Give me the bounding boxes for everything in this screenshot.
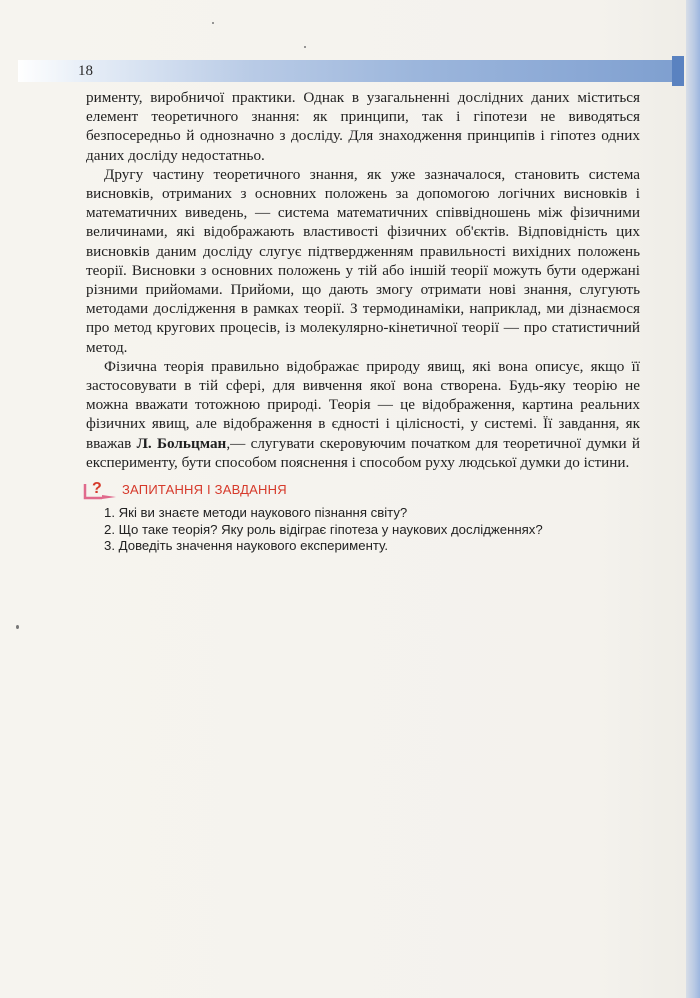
paragraph-1: рименту, виробничої практики. Однак в узагальненні дослідних даних міститься елемент теоретичного знання: як принципи, так і гіпотези не виводяться безпосередньо й однозначно з досліду. Для знаходження принципів і гіпотез одних даних досліду недостатньо. — [86, 89, 640, 164]
section-title: ЗАПИТАННЯ І ЗАВДАННЯ — [122, 482, 287, 497]
paragraph-3 — [86, 357, 640, 472]
page-number: 18 — [78, 63, 93, 79]
scan-speck — [16, 625, 19, 629]
paragraph-2: Другу частину теоретичного знання, як уже зазначалося, становить система висновків, отриманих з основних положень за допомогою логічних висновків і математичних виведень, — система математичних співвідношень між фізичними величинами, які відображають властивості фізичних об'єктів. Відповідність цих висновків даним досліду слугує підтвердженням правильності вихідних положень теорії. Висновки з основних положень у тій або іншій теорії можуть бути одержані різними прийомами. Прийоми, що дають змогу отримати нові знання, слугують методами дослідження в рамках теорії. З термодинаміки, наприклад, ми дізнаємося про метод кругових процесів, із молекулярно-кінетичної теорії — про статистичний метод. — [86, 165, 640, 356]
page-right-edge — [686, 0, 700, 998]
questions-list — [104, 505, 664, 555]
paragraph-3-text-end: ,— слугувати скеровуючим початком для теоретичної думки й експерименту, бути способом пояснення і способом руху людської думки до істини. — [86, 434, 640, 471]
main-text — [86, 88, 640, 472]
question-mark-glyph: ? — [92, 480, 102, 497]
question-item: 1. Які ви знаєте методи наукового пізнання світу? — [104, 505, 408, 520]
paragraph-3-text-start: Фізична теорія правильно відображає природу явищ, які вона описує, якщо її застосовувати в тій сфері, для вивчення якої вона створена. Будь-яку теорію не можна вважати тотожною природі. Теорія — це відображення, картина реальних фізичних явищ, але відображення в єдності і цілісності, у системі. Її завдання, як вважав — [86, 357, 640, 452]
header-band — [18, 60, 682, 82]
question-item: 2. Що таке теорія? Яку роль відіграє гіпотеза у наукових дослідженнях? — [104, 521, 543, 537]
question-mark-icon — [82, 476, 118, 502]
scan-speck — [304, 46, 306, 48]
header-accent — [672, 56, 684, 86]
scan-speck — [212, 22, 214, 24]
questions-section-header — [82, 476, 642, 502]
question-item: 3. Доведіть значення наукового експерименту. — [104, 538, 388, 553]
scientist-name: Л. Больцман — [136, 434, 227, 452]
